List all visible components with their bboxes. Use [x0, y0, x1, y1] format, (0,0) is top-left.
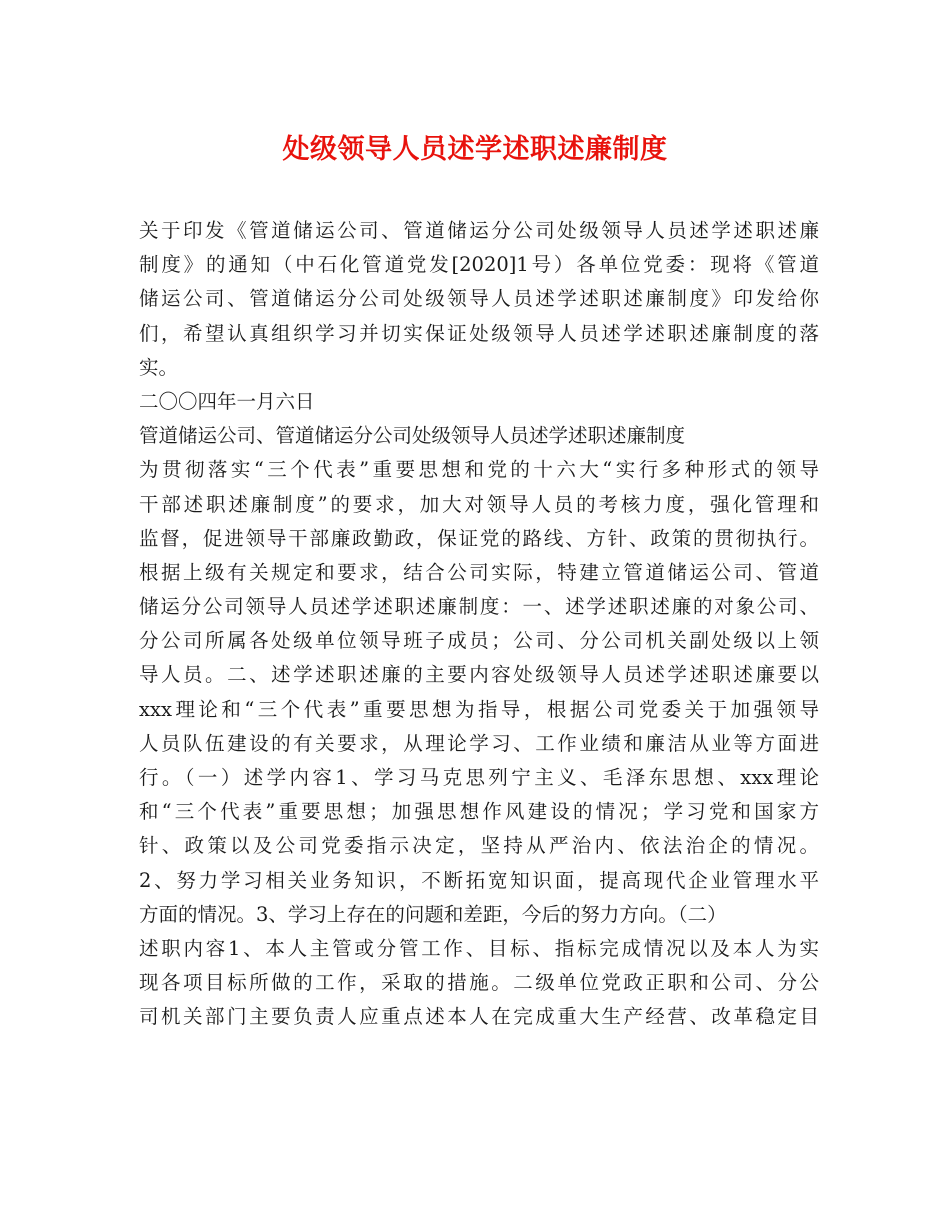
body-line: 针、政策以及公司党委指示决定，坚持从严治内、依法治企的情况。 [139, 834, 819, 858]
body-line: 导人员。二、述学述职述廉的主要内容处级领导人员述学述职述廉要以 [139, 663, 819, 687]
body-line: 和“三个代表”重要思想；加强思想作风建设的情况；学习党和国家方 [139, 800, 819, 824]
body-line: 为贯彻落实“三个代表”重要思想和党的十六大“实行多种形式的领导 [139, 458, 819, 482]
body-line: xxx理论和“三个代表”重要思想为指导，根据公司党委关于加强领导 [139, 697, 819, 721]
body-line: 根据上级有关规定和要求，结合公司实际，特建立管道储运公司、管道 [139, 560, 819, 584]
body-line: 监督，促进领导干部廉政勤政，保证党的路线、方针、政策的贯彻执行。 [139, 526, 819, 550]
body-line: 储运公司、管道储运分公司处级领导人员述学述职述廉制度》印发给你 [139, 287, 819, 311]
body-line: 人员队伍建设的有关要求，从理论学习、工作业绩和廉洁从业等方面进 [139, 731, 819, 755]
body-line: 制度》的通知（中石化管道党发[2020]1号）各单位党委：现将《管道 [139, 253, 819, 277]
body-line: 方面的情况。3、学习上存在的问题和差距，今后的努力方向。（二） [139, 902, 727, 926]
body-line: 司机关部门主要负责人应重点述本人在完成重大生产经营、改革稳定目 [139, 1005, 819, 1029]
body-line: 现各项目标所做的工作，采取的措施。二级单位党政正职和公司、分公 [139, 971, 819, 995]
body-line: 储运分公司领导人员述学述职述廉制度：一、述学述职述廉的对象公司、 [139, 595, 819, 619]
body-line: 干部述职述廉制度”的要求，加大对领导人员的考核力度，强化管理和 [139, 492, 819, 516]
body-line: 2、努力学习相关业务知识，不断拓宽知识面，提高现代企业管理水平 [139, 868, 819, 892]
body-line: 实。 [139, 355, 179, 379]
body-line: 分公司所属各处级单位领导班子成员；公司、分公司机关副处级以上领 [139, 629, 819, 653]
body-line: 们，希望认真组织学习并切实保证处级领导人员述学述职述廉制度的落 [139, 321, 819, 345]
body-line: 述职内容1、本人主管或分管工作、目标、指标完成情况以及本人为实 [139, 936, 819, 960]
document-title: 处级领导人员述学述职述廉制度 [282, 134, 668, 165]
document-subtitle: 管道储运公司、管道储运分公司处级领导人员述学述职述廉制度 [139, 424, 686, 448]
body-line: 行。（一）述学内容1、学习马克思列宁主义、毛泽东思想、xxx理论 [139, 766, 819, 789]
document-body [139, 214, 819, 1035]
body-line: 关于印发《管道储运公司、管道储运分公司处级领导人员述学述职述廉 [139, 219, 819, 242]
document-date: 二〇〇四年一月六日 [139, 389, 315, 413]
